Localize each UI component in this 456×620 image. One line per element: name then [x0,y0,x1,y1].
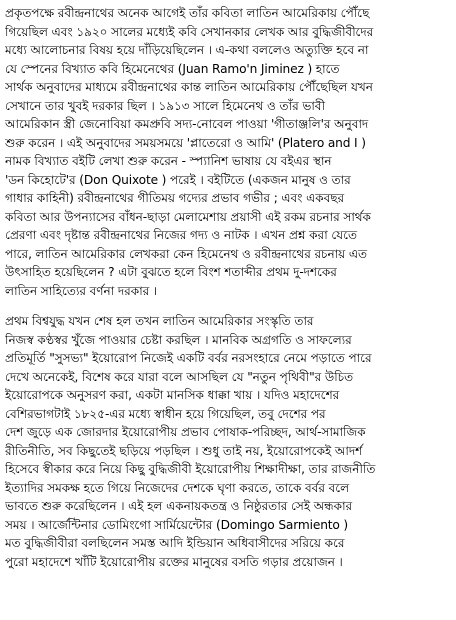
text-line: লাতিন সাহিত্যের বর্ণনা দরকার । [5,283,158,298]
document-page [5,4,451,616]
text-line: গিয়েছিল এবং ১৯২০ সালের মধ্যেই কবি সেখানকার লেখক আর বুদ্ধিজীবীদের [5,24,374,39]
text-line: রীতিনীতি, সব কিছুতেই ছড়িয়ে পড়ছিল । শুধু তাই নয়, ইয়োরোপকেই আদর্শ [5,443,363,458]
text-line: নামক বিখ্যাত বইটি লেখা শুরু করেন - স্প্যানিশ ভাষায় যে বইএর স্থান [5,154,332,168]
text-line: যে স্পেনের বিখ্যাত কবি হিমেনেথের (Juan Ramo'n Jiminez ) হাতে [5,61,340,76]
text-line: পারে, লাতিন আমেরিকার লেখকরা কেন হিমেনেথ ও রবীন্দ্রনাথের রচনায় এত [5,246,368,261]
text-line: গাধার কাহিনী) রবীন্দ্রনাথের গীতিময় গদ্যের প্রভাব গভীর ; এবং একবছর [5,191,345,205]
text-line: প্রেরণা এবং দৃষ্টান্ত রবীন্দ্রনাথের নিজের গদ্য ও নাটক । এখন প্রশ্ন করা যেতে [5,228,358,242]
paragraph-gap [5,300,451,312]
text-line: মত বুদ্ধিজীবীরা বলছিলেন সমস্ত আদি ইন্ডিয়ান অধিবাসীদের সরিয়ে করে [5,536,345,550]
text-line: দেশ জুড়ে এক জোরদার ইয়োরোপীয় প্রভাব পোষাক-পরিচ্ছদ, আর্থ-সামাজিক [5,425,366,439]
text-line: আমেরিকান স্ত্রী জেনোবিয়া কমপ্রুবি সদ্য-নোবেল পাওয়া 'গীতাঞ্জলি'র অনুবাদ [5,117,369,131]
text-line: ভাবতে শুরু করেছিলেন । এই হল একনায়কতন্ত্র ও নিষ্ঠুরতার সেই অন্ধকার [5,499,353,513]
text-line: পুরো মহাদেশে খাঁটি ইয়োরোপীয় রক্তের মানুষের বসতি গড়ার প্রয়োজন । [5,554,343,569]
text-line: মধ্যে আলোচনার বিষয় হয়ে দাঁড়িয়েছিলেন । এ-কথা বললেও অত্যুক্তি হবে না [5,43,369,57]
text-line: নিজস্ব কণ্ঠস্বর খুঁজে পাওয়ার চেষ্টা করছিল । মানবিক অগ্রগতি ও সাফল্যের [5,332,352,347]
document-body [5,4,451,571]
text-line: কবিতা আর উপন্যাসের বাঁধন-ছাড়া মেলামেশায় প্রয়াসী এই রকম রচনার সার্থক [5,209,371,224]
text-line: হিসেবে স্বীকার করে নিয়ে কিছু বুদ্ধিজীবী ইয়োরোপীয় শিক্ষাদীক্ষা, তার রাজনীতি [5,462,376,476]
text-line: প্রতিমূর্তি "সুসভ্য" ইয়োরোপ নিজেই একটি বর্বর নরসংহারে নেমে পড়াতে পারে [5,351,372,365]
paragraph [5,4,451,300]
text-line: শুরু করেন । এই অনুবাদের সময়সময়ে 'প্লাতেরো ও আমি' (Platero and I ) [5,135,366,150]
text-line: উৎসাহিত হয়েছিলেন ? এটা বুঝতে হলে বিংশ শতাব্দীর প্রথম দু-দশকের [5,265,337,279]
text-line: বেশিরভাগটাই ১৮২৫-এর মধ্যে স্বাধীন হয়ে গিয়েছিল, তবু দেশের পর [5,406,326,421]
text-line: ইত্যাদির সমকক্ষ হতে গিয়ে নিজেদের দেশকে ঘৃণা করতে, তাকে বর্বর বলে [5,480,350,495]
text-line: প্রকৃতপক্ষে রবীন্দ্রনাথের অনেক আগেই তাঁর কবিতা লাতিন আমেরিকায় পৌঁছে [5,6,370,20]
text-line: সার্থক অনুবাদের মাধ্যমে রবীন্দ্রনাথের কান্ত লাতিন আমেরিকায় পৌঁছেছিল যখন [5,80,373,94]
text-line: সেখানে তার খুবই দরকার ছিল । ১৯১৩ সালে হিমেনেথ ও তাঁর ভাবী [5,98,325,113]
paragraph [5,312,451,571]
text-line: প্রথম বিশ্বযুদ্ধ যখন শেষ হল তখন লাতিন আমেরিকার সংস্কৃতি তার [5,314,314,328]
text-line: সময় । আর্জেন্টিনার ডোমিংগো সার্মিয়েন্টোর (Domingo Sarmiento ) [5,517,349,532]
text-line: দেখে অনেকেই, বিশেষ করে যারা বলে আসছিল যে "নতুন পৃথিবী"র উচিত [5,369,354,384]
text-line: ইয়োরোপকে অনুসরণ করা, একটা মানসিক ধাক্কা খায় । যদিও মহাদেশের [5,388,340,402]
text-line: 'ডন কিহোটে'র (Don Quixote ) পরেই । বইটিতে (একজন মানুষ ও তার [5,172,351,187]
